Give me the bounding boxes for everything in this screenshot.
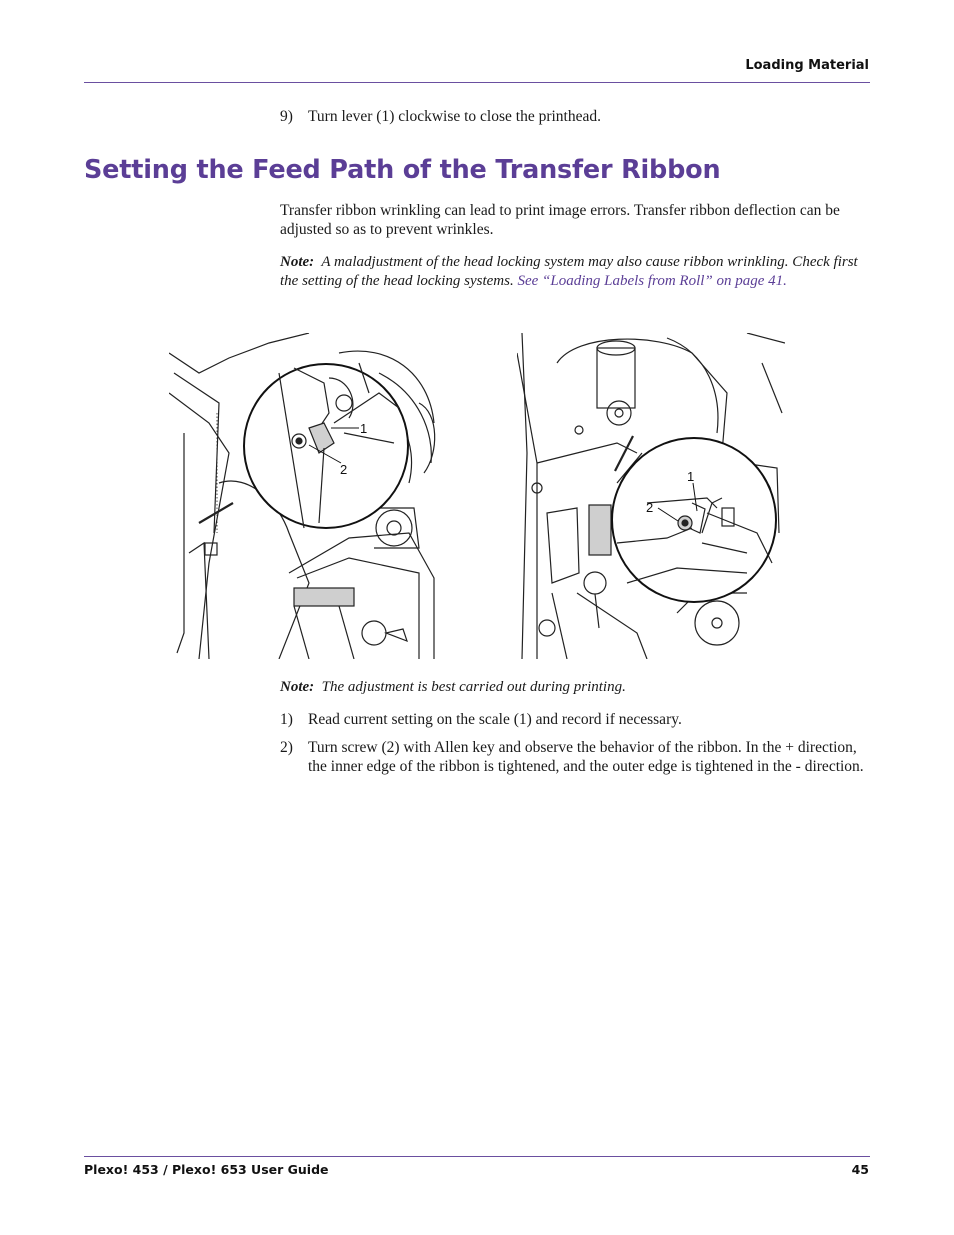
step-number: 1): [280, 711, 293, 728]
ribbon-path-illustration-left: [169, 333, 437, 659]
step-2: [280, 739, 870, 776]
callout-1: 1: [360, 421, 368, 436]
cross-reference-link[interactable]: See “Loading Labels from Roll” on page 41.: [517, 272, 787, 289]
running-header: Loading Material: [745, 58, 869, 73]
footer-guide-title: Plexo! 453 / Plexo! 653 User Guide: [84, 1162, 329, 1177]
note-head-locking: [280, 253, 870, 290]
callout-2: 2: [646, 500, 654, 515]
step-text: Turn screw (2) with Allen key and observe the behavior of the ribbon. In the + direction, the inner edge of the ribbon is tightened, and the outer edge is tightened in the - direction.: [308, 739, 864, 775]
note-label: Note:: [280, 254, 315, 270]
ribbon-path-illustration-right: [517, 333, 785, 659]
section-heading: Setting the Feed Path of the Transfer Ribbon: [84, 155, 721, 185]
footer-rule: [84, 1156, 870, 1157]
note-adjustment: [280, 678, 870, 697]
note-label: Note:: [280, 679, 315, 695]
header-rule: [84, 82, 870, 83]
page-number: 45: [851, 1162, 869, 1177]
step-number: 9): [280, 108, 293, 125]
step-9: [280, 108, 870, 127]
step-text: Read current setting on the scale (1) and record if necessary.: [308, 711, 682, 728]
callout-2: 2: [340, 462, 348, 477]
step-text: Turn lever (1) clockwise to close the printhead.: [308, 108, 601, 125]
note-text: A maladjustment of the head locking system may also cause ribbon wrinkling. Check first the setting of the head locking systems.: [280, 254, 858, 289]
step-1: [280, 711, 870, 730]
step-number: 2): [280, 739, 293, 756]
callout-1: 1: [687, 469, 695, 484]
intro-paragraph: Transfer ribbon wrinkling can lead to print image errors. Transfer ribbon deflection can be adjusted so as to prevent wrinkles.: [280, 202, 840, 238]
note-text: The adjustment is best carried out during printing.: [321, 679, 626, 695]
